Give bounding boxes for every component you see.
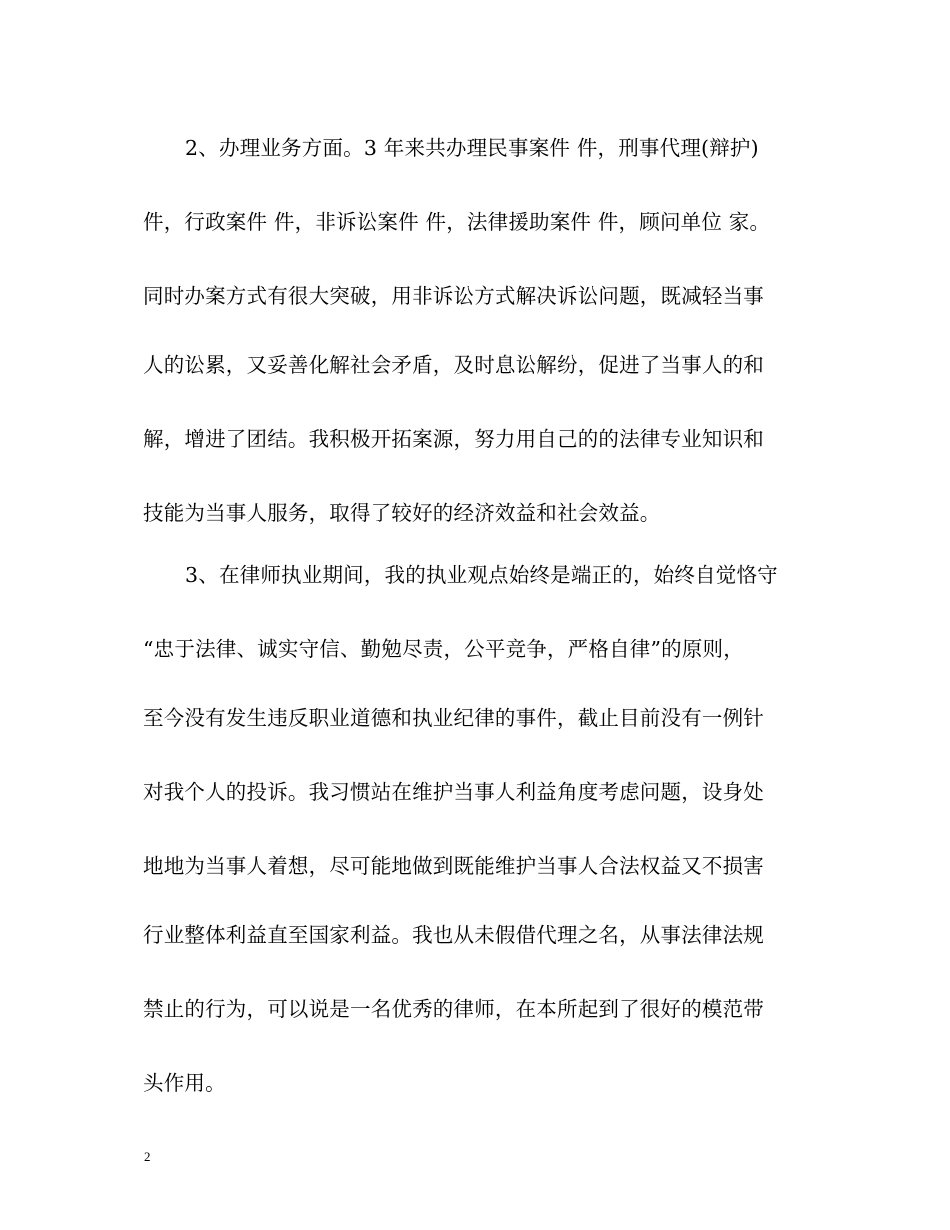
paragraph-3-line-7: 禁止的行为，可以说是一名优秀的律师，在本所起到了很好的模范带 [143, 997, 764, 1021]
paragraph-3-line-3: 至今没有发生违反职业道德和执业纪律的事件，截止目前没有一例针 [143, 706, 764, 730]
paragraph-2-line-1: 2、办理业务方面。3 年来共办理民事案件 件，刑事代理(辩护) [185, 136, 759, 160]
paragraph-3-line-5: 地地为当事人着想，尽可能地做到既能维护当事人合法权益又不损害 [143, 854, 764, 878]
paragraph-2-line-6: 技能为当事人服务，取得了较好的经济效益和社会效益。 [143, 501, 661, 525]
paragraph-2-line-5: 解，增进了团结。我积极开拓案源，努力用自己的的法律专业知识和 [143, 427, 764, 451]
paragraph-3-line-4: 对我个人的投诉。我习惯站在维护当事人利益角度考虑问题，设身处 [143, 780, 764, 804]
paragraph-3-line-1: 3、在律师执业期间，我的执业观点始终是端正的，始终自觉恪守 [185, 563, 778, 587]
page-number: 2 [144, 1149, 151, 1164]
paragraph-2-line-2: 件，行政案件 件，非诉讼案件 件，法律援助案件 件，顾问单位 家。 [143, 210, 771, 234]
paragraph-2-line-4: 人的讼累，又妥善化解社会矛盾，及时息讼解纷，促进了当事人的和 [143, 353, 764, 377]
paragraph-3-line-2: “忠于法律、诚实守信、勤勉尽责，公平竞争，严格自律”的原则， [143, 637, 744, 661]
paragraph-3-line-6: 行业整体利益直至国家利益。我也从未假借代理之名，从事法律法规 [143, 923, 764, 947]
paragraph-2-line-3: 同时办案方式有很大突破，用非诉讼方式解决诉讼问题，既减轻当事 [143, 284, 764, 308]
paragraph-3-line-8: 头作用。 [143, 1071, 226, 1095]
